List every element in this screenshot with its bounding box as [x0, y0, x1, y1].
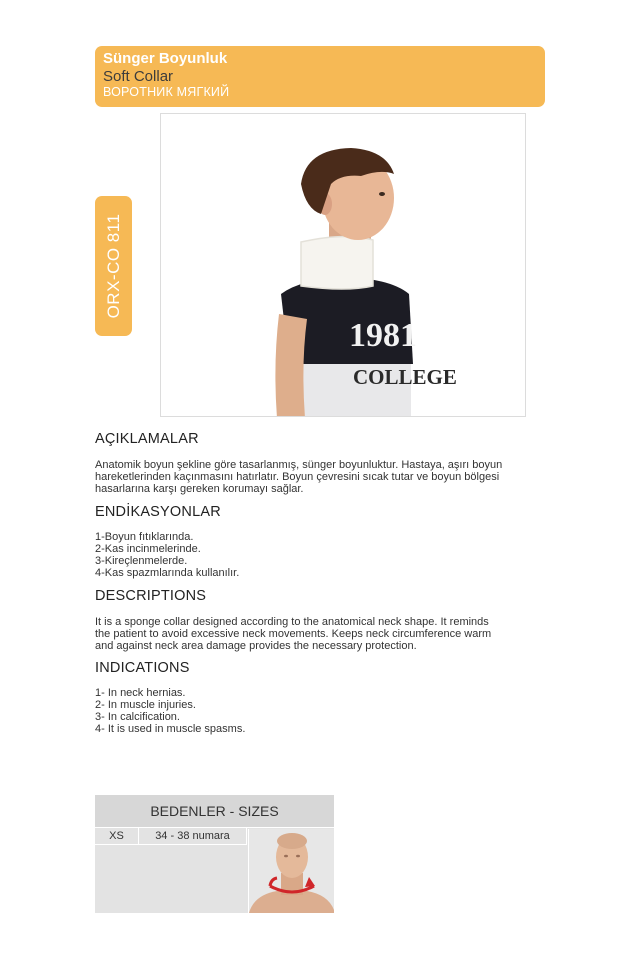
title-turkish: Sünger Boyunluk	[103, 50, 228, 67]
list-item: 3- In calcification.	[95, 711, 180, 723]
list-item: 2-Kas incinmelerinde.	[95, 543, 201, 555]
endikasyonlar-heading: ENDİKASYONLAR	[95, 504, 221, 520]
descriptions-heading: DESCRIPTIONS	[95, 588, 207, 604]
sizes-table	[95, 795, 334, 913]
mannequin-head-icon	[249, 829, 334, 913]
aciklamalar-line: hasarlarına karşı gereken korumayı sağlar.	[95, 483, 304, 495]
child-wearing-collar-illustration	[161, 114, 526, 417]
list-item: 4- It is used in muscle spasms.	[95, 723, 246, 735]
list-item: 1- In neck hernias.	[95, 687, 186, 699]
list-item: 1-Boyun fıtıklarında.	[95, 531, 194, 543]
title-russian: ВОРОТНИК МЯГКИЙ	[103, 85, 230, 99]
aciklamalar-line: Anatomik boyun şekline göre tasarlanmış, sünger boyunluktur. Hastaya, aşırı boyun	[95, 459, 503, 471]
product-photo	[160, 113, 526, 417]
descriptions-line: the patient to avoid excessive neck movements. Keeps neck circumference warm	[95, 628, 492, 640]
product-code: ORX-CO 811	[103, 213, 123, 319]
indications-section	[95, 660, 555, 735]
sizes-heading: BEDENLER - SIZES	[95, 795, 334, 828]
endikasyonlar-list	[95, 531, 555, 579]
size-label-cell: XS	[95, 828, 139, 845]
endikasyonlar-section	[95, 504, 555, 579]
descriptions-section	[95, 588, 555, 652]
descriptions-line: and against neck area damage provides the necessary protection.	[95, 640, 417, 652]
descriptions-line: It is a sponge collar designed according to the anatomical neck shape. It reminds	[95, 616, 489, 628]
aciklamalar-line: hareketlerinden kaçınmasını hatırlatır. Boyun çevresini sıcak tutar ve boyun bölgesi	[95, 471, 500, 483]
list-item: 2- In muscle injuries.	[95, 699, 196, 711]
neck-measurement-figure	[248, 829, 334, 913]
product-code-tab	[95, 196, 132, 336]
product-title-banner	[95, 46, 545, 107]
aciklamalar-heading: AÇIKLAMALAR	[95, 431, 199, 447]
title-english: Soft Collar	[103, 68, 174, 85]
indications-heading: INDICATIONS	[95, 660, 190, 676]
list-item: 3-Kireçlenmelerde.	[95, 555, 188, 567]
shirt-number-text: 1981	[349, 317, 417, 354]
size-range-cell: 34 - 38 numara	[139, 828, 247, 845]
shirt-college-text: COLLEGE	[353, 365, 457, 389]
aciklamalar-section	[95, 431, 555, 495]
indications-list	[95, 687, 555, 735]
list-item: 4-Kas spazmlarında kullanılır.	[95, 567, 240, 579]
